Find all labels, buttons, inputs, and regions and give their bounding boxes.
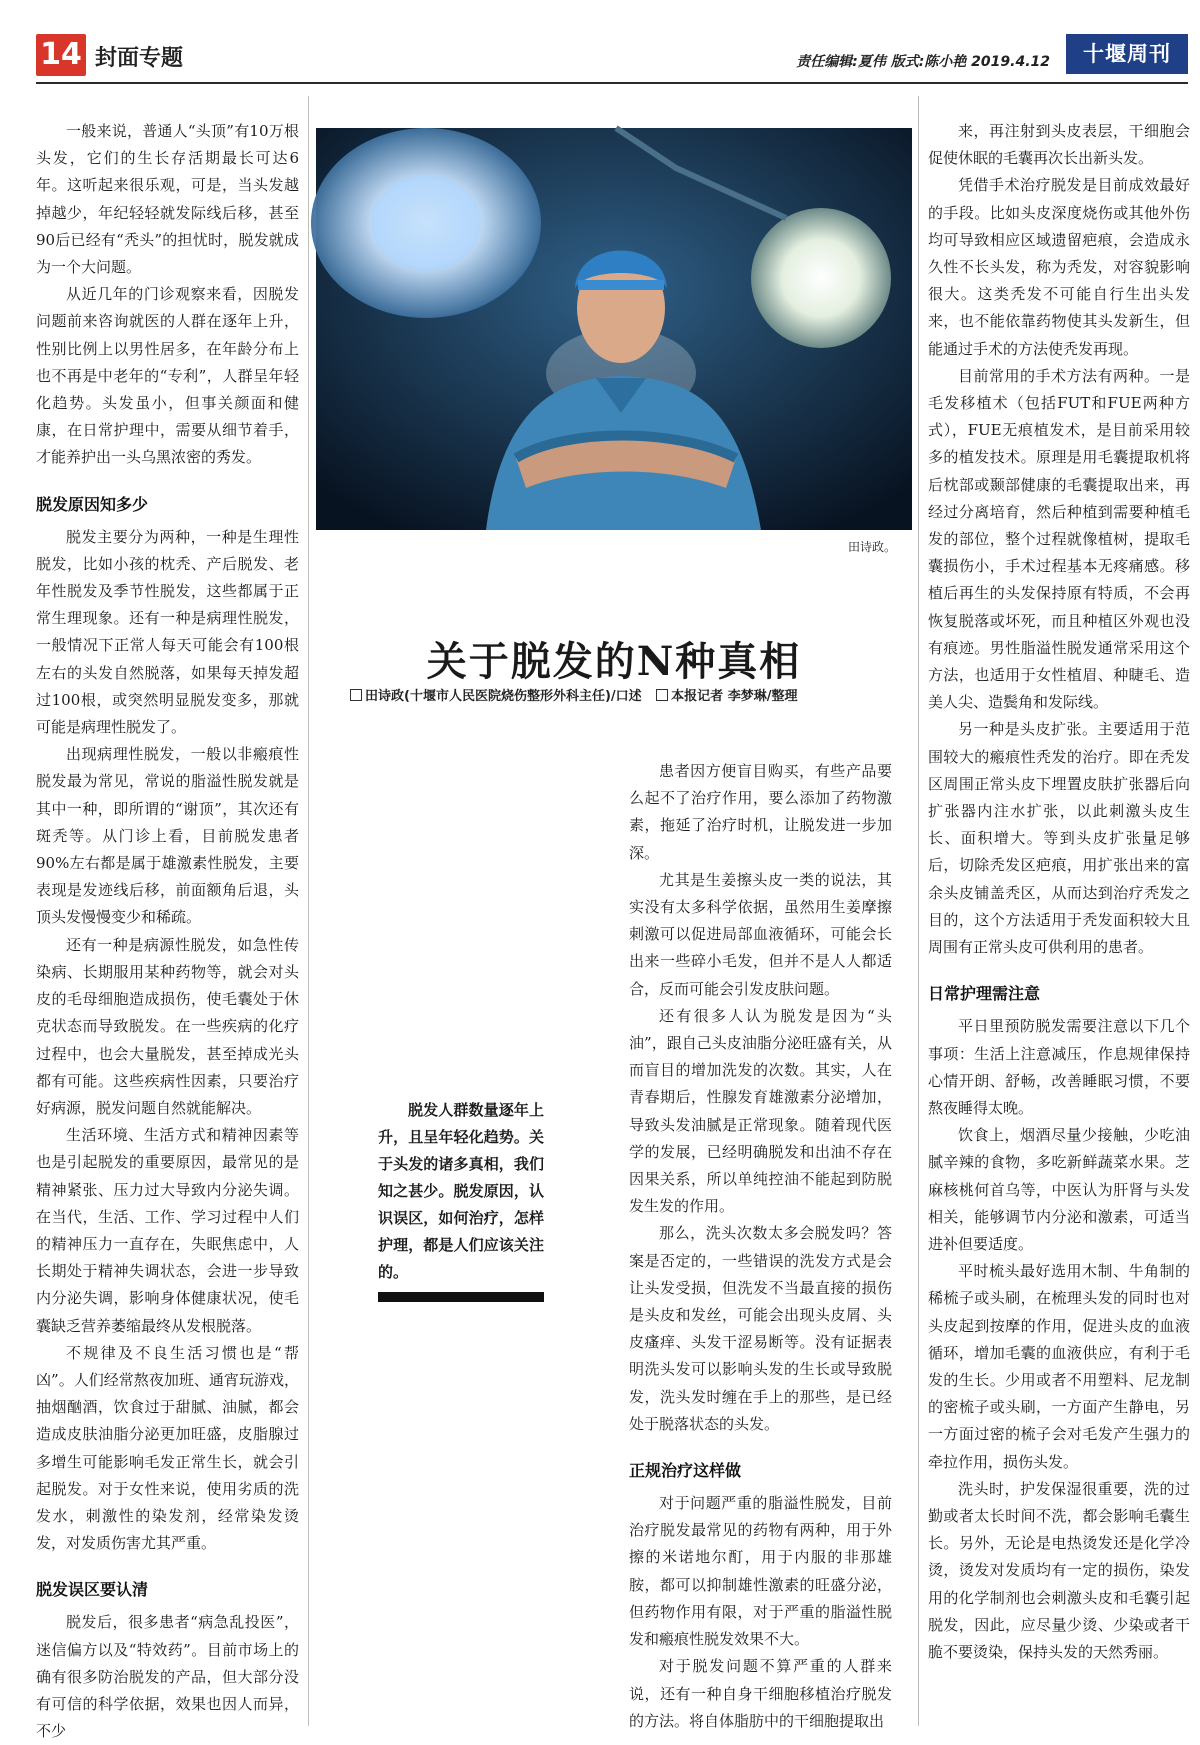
paragraph: 那么，洗头次数太多会脱发吗？答案是否定的，一些错误的洗发方式是会让头发受损，但洗发不当最直接的损伤是头皮和发丝，可能会出现头皮屑、头皮瘙痒、头发干涩易断等。没有证据表明洗头发可以影响头发的生长或导致脱发，洗头发时缠在手上的那些，是已经处于脱落状态的头发。 <box>629 1224 892 1433</box>
paragraph: 平时梳头最好选用木制、牛角制的稀梳子或头刷，在梳理头发的同时也对头皮起到按摩的作用，促进头皮的血液循环，增加毛囊的血液供应，有利于毛发的生长。少用或者不用塑料、尼龙制的密梳子或头刷，一方面产生静电，另一方面过密的梳子会对毛发产生强力的牵拉作用，损伤头发。 <box>928 1262 1190 1471</box>
paragraph: 还有一种是病源性脱发，如急性传染病、长期服用某种药物等，就会对头皮的毛母细胞造成损伤，使毛囊处于休克状态而导致脱发。在一些疾病的化疗过程中，也会大量脱发，甚至掉成光头都有可能。这些疾病性因素，只要治疗好病源，脱发问题自然就能解决。 <box>36 935 299 1117</box>
paragraph: 另一种是头皮扩张。主要适用于范围较大的瘢痕性秃发的治疗。即在秃发区周围正常头皮下埋置皮肤扩张器后向扩张器内注水扩张，以此刺激头皮生长、面积增大。等到头皮扩张量足够后，切除秃发区疤痕，用扩张出来的富余头皮铺盖秃区，从而达到治疗秃发之目的，这个方法适用于秃发面积较大且周围有正常头皮可供利用的患者。 <box>928 720 1190 957</box>
byline-author: 田诗政(十堰市人民医院烧伤整形外科主任)/口述 <box>365 689 642 704</box>
paragraph: 脱发主要分为两种，一种是生理性脱发，比如小孩的枕秃、产后脱发、老年性脱发及季节性脱发，这些都属于正常生理现象。还有一种是病理性脱发，一般情况下正常人每天可能会有100根左右的头发自然脱落，如果每天掉发超过100根，或突然明显脱发变多，那就可能是病理性脱发了。 <box>36 527 299 737</box>
page-header <box>0 0 1200 90</box>
byline <box>350 686 910 708</box>
paragraph: 从近几年的门诊观察来看，因脱发问题前来咨询就医的人群在逐年上升，性别比例上以男性居多，在年龄分布上也不再是中老年的“专利”，人群呈年轻化趋势。头发虽小，但事关颜面和健康，在日常护理中，需要从细节着手，才能养护出一头乌黑浓密的秀发。 <box>36 285 299 467</box>
paragraph: 还有很多人认为脱发是因为“头油”，跟自己头皮油脂分泌旺盛有关，从而盲目的增加洗发的次数。其实，人在青春期后，性腺发育雄激素分泌增加，导致头发油腻是正常现象。随着现代医学的发展，已经明确脱发和出油不存在因果关系，所以单纯控油不能起到防脱发生发的作用。 <box>629 1006 892 1216</box>
editor-credits: 责任编辑:夏伟 版式:陈小艳 2019.4.12 <box>796 54 1050 70</box>
paragraph: 生活环境、生活方式和精神因素等也是引起脱发的重要原因，最常见的是精神紧张、压力过大导致内分泌失调。在当代，生活、工作、学习过程中人们的精神压力一直存在，失眠焦虑中，人长期处于精神失调状态，会进一步导致内分泌失调，影响身体健康状况，使毛囊缺乏营养萎缩最终从发根脱落。 <box>36 1126 299 1335</box>
article-column-1 <box>36 118 299 1741</box>
article-column-3 <box>629 758 892 1730</box>
column-divider <box>918 96 919 1726</box>
photo-caption: 田诗政。 <box>847 540 896 554</box>
paragraph: 对于脱发问题不算严重的人群来说，还有一种自身干细胞移植治疗脱发的方法。将自体脂肪中的干细胞提取出 <box>629 1657 892 1730</box>
subheading-myths: 脱发误区要认清 <box>36 1580 149 1600</box>
paragraph: 洗头时，护发保湿很重要，洗的过勤或者太长时间不洗，都会影响毛囊生长。另外，无论是电热烫发还是化学冷烫，烫发对发质均有一定的损伤，染发用的化学制剂也会刺激头皮和毛囊引起脱发，因此，应尽量少烫、少染或者干脆不要烫染，保持头发的天然秀丽。 <box>928 1479 1190 1661</box>
square-bullet-icon <box>350 689 362 701</box>
column-divider <box>308 96 309 1726</box>
subheading-care: 日常护理需注意 <box>928 984 1041 1004</box>
subheading-causes: 脱发原因知多少 <box>36 494 149 514</box>
paragraph: 不规律及不良生活习惯也是“帮凶”。人们经常熬夜加班、通宵玩游戏，抽烟酗酒，饮食过于甜腻、油腻，都会造成皮肤油脂分泌更加旺盛，皮脂腺过多增生可能影响毛发正常生长，就会引起脱发。对于女性来说，使用劣质的洗发水，刺激性的染发剂，经常染发烫发，对发质伤害尤其严重。 <box>36 1343 299 1553</box>
paragraph: 患者因方便盲目购买，有些产品要么起不了治疗作用，要么添加了药物激素，拖延了治疗时机，让脱发进一步加深。 <box>629 762 892 862</box>
paragraph: 一般来说，普通人“头顶”有10万根头发，它们的生长存活期最长可达6年。这听起来很乐观，可是，当头发越掉越少，年纪轻轻就发际线后移，甚至90后已经有“秃头”的担忧时，脱发就成为一个大问题。 <box>36 122 299 277</box>
page-number: 14 <box>36 34 86 76</box>
header-rule <box>36 82 1188 84</box>
paragraph: 尤其是生姜擦头皮一类的说法，其实没有太多科学依据，虽然用生姜摩擦刺激可以促进局部血液循环，可能会长出来一些碎小毛发，但并不是人人都适合，反而可能会引发皮肤问题。 <box>629 870 892 998</box>
subheading-treatment: 正规治疗这样做 <box>629 1461 742 1481</box>
paragraph: 来，再注射到头皮表层，干细胞会促使休眠的毛囊再次长出新头发。 <box>928 122 1190 168</box>
article-column-4 <box>928 118 1190 1718</box>
paragraph: 脱发后，很多患者“病急乱投医”，迷信偏方以及“特效药”。目前市场上的确有很多防治脱发的产品，但大部分没有可信的科学依据，效果也因人而异，不少 <box>36 1613 299 1741</box>
pull-quote: 脱发人群数量逐年上升，且呈年轻化趋势。关于头发的诸多真相，我们知之甚少。脱发原因，认识误区，如何治疗，怎样护理，都是人们应该关注的。 <box>378 1101 544 1281</box>
article-title: 关于脱发的N种真相 <box>426 638 802 685</box>
square-bullet-icon <box>656 689 668 701</box>
byline-editor: 本报记者 李梦琳/整理 <box>671 689 798 704</box>
paragraph: 饮食上，烟酒尽量少接触，少吃油腻辛辣的食物，多吃新鲜蔬菜水果。芝麻核桃何首乌等，中医认为肝肾与头发相关，能够调节内分泌和激素，可适当进补但要适度。 <box>928 1126 1190 1253</box>
section-title: 封面专题 <box>95 46 184 71</box>
paragraph: 出现病理性脱发，一般以非瘢痕性脱发最为常见，常说的脂溢性脱发就是其中一种，即所谓的“谢顶”，其次还有斑秃等。从门诊上看，目前脱发患者90%左右都是属于雄激素性脱发，主要表现是发迹线后移，前面额角后退，头顶头发慢慢变少和稀疏。 <box>36 745 299 927</box>
paragraph: 对于问题严重的脂溢性脱发，目前治疗脱发最常见的药物有两种，用于外擦的米诺地尔酊，用于内服的非那雄胺，都可以抑制雄性激素的旺盛分泌，但药物作用有限，对于严重的脂溢性脱发和瘢痕性脱发效果不大。 <box>629 1494 892 1649</box>
pull-quote-bar <box>378 1292 544 1302</box>
newspaper-logo: 十堰周刊 <box>1066 34 1188 74</box>
paragraph: 凭借手术治疗脱发是目前成效最好的手段。比如头皮深度烧伤或其他外伤均可导致相应区域遗留疤痕，会造成永久性不长头发，称为秃发，对容貌影响很大。这类秃发不可能自行生出头发来，也不能依靠药物使其头发新生，但能通过手术的方法使秃发再现。 <box>928 176 1190 358</box>
paragraph: 目前常用的手术方法有两种。一是毛发移植术（包括FUT和FUE两种方式），FUE无痕植发术，是目前采用较多的植发技术。原理是用毛囊提取机将后枕部或颞部健康的毛囊提取出来，再经过分离培育，然后种植到需要种植毛发的部位，整个过程就像植树，提取毛囊损伤小，手术过程基本无疼痛感。移植后再生的头发保持原有特质，不会再恢复脱落或坏死，而且种植区外观也没有痕迹。男性脂溢性脱发通常采用这个方法，也适用于女性植眉、种睫毛、造美人尖、造鬓角和发际线。 <box>928 366 1190 712</box>
paragraph: 平日里预防脱发需要注意以下几个事项：生活上注意减压，作息规律保持心情开朗、舒畅，改善睡眠习惯，不要熬夜睡得太晚。 <box>928 1017 1190 1117</box>
doctor-photo <box>316 128 912 530</box>
